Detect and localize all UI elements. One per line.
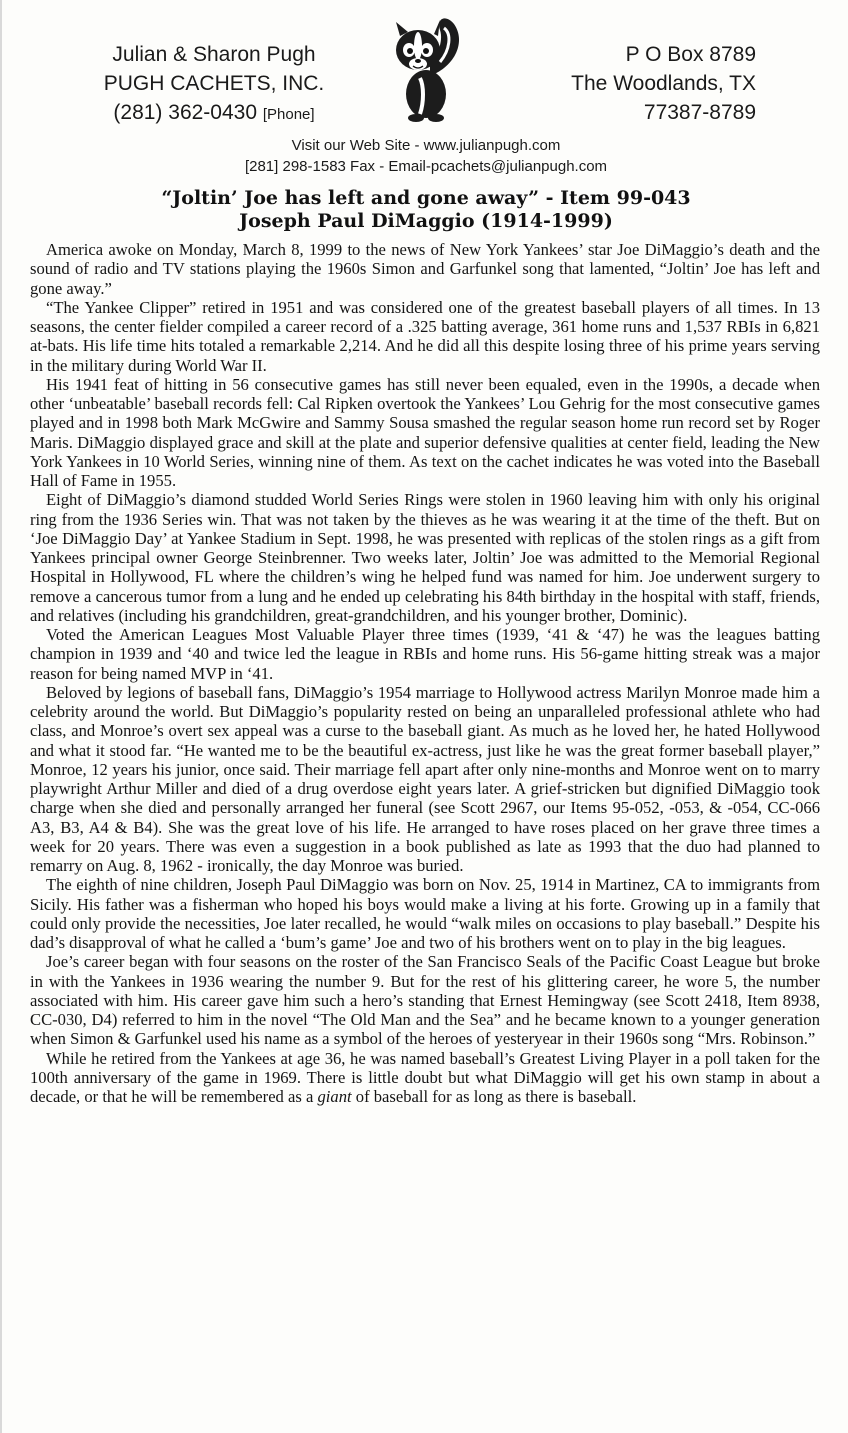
paragraph: Beloved by legions of baseball fans, DiMaggio’s 1954 marriage to Hollywood actress Marilyn Monroe made him a celebrity around the world. But DiMaggio’s popularity rested on being an unparalleled professional athlete who had class, and Monroe’s overt sex appeal was a curse to the baseball giant. As much as he loved her, he hated Hollywood and what it stood far. “He wanted me to be the beautiful ex-actress, just like he was the great former baseball player,” Monroe, 12 years his junior, once said. Their marriage fell apart after only nine-months and Monroe went on to marry playwright Arthur Miller and died of a drug overdose eight years later. A grief-stricken but dignified DiMaggio took charge when she died and personally arranged her funeral (see Scott 2967, our Items 95-052, -053, & -054, CC-066 A3, B3, A4 & B4). She was the great love of his life. He arranged to have roses placed on her grave three times a week for 20 years. There was even a suggestion in a book published as late as 1993 that the duo had planned to remarry on Aug. 8, 1962 - ironically, the day Monroe was buried. <box>30 682 820 875</box>
item-title: “Joltin’ Joe has left and gone away” - Item 99-043 <box>161 187 691 209</box>
phone-tag: [Phone] <box>262 106 315 123</box>
article-body <box>30 240 820 1106</box>
po-box: P O Box 8789 <box>625 43 756 66</box>
phone-line <box>64 98 364 129</box>
paragraph: The eighth of nine children, Joseph Paul DiMaggio was born on Nov. 25, 1914 in Martinez, CA to immigrants from Sicily. His father was a fisherman who hoped his boys would make a living at his forte. Growing up in a family that could only provide the necessities, Joe later recalled, he would “walk miles on occasions to play baseball.” Despite his dad’s disapproval of what he called a ‘bum’s game’ Joe and two of his brothers went on to play in the big leagues. <box>30 875 820 952</box>
paragraph-final <box>30 1049 820 1107</box>
paragraph: Voted the American Leagues Most Valuable Player three times (1939, ‘41 & ‘47) he was the leagues batting champion in 1939 and ‘40 and twice led the league in RBIs and home runs. His 56-game hitting streak was a major reason for being named MVP in ‘41. <box>30 625 820 683</box>
website-line: Visit our Web Site - www.julianpugh.com <box>291 137 561 154</box>
paragraph: His 1941 feat of hitting in 56 consecutive games has still never been equaled, even in the 1990s, a decade when other ‘unbeatable’ baseball records fell: Cal Ripken overtook the Yankees’ Lou Gehrig for the most consecutive games played and in 1998 both Mark McGwire and Sammy Sousa smashed the regular season home run record set by Roger Maris. DiMaggio displayed grace and skill at the plate and superior defensive qualities at center field, leading the New York Yankees in 10 World Series, winning nine of them. As text on the cachet indicates he was voted into the Baseball Hall of Fame in 1955. <box>30 374 820 490</box>
sender-name: Julian & Sharon Pugh <box>112 43 316 66</box>
skunk-cartoon-icon <box>386 6 470 126</box>
paragraph: “The Yankee Clipper” retired in 1951 and was considered one of the greatest baseball players of all times. In 13 seasons, the center fielder compiled a career record of a .325 batting average, 361 home runs and 1,537 RBIs in 6,821 at-bats. His life time hits totaled a remarkable 2,214. And he did all this despite losing three of his prime years serving in the military during World War II. <box>30 297 820 375</box>
text-run: While he retired from the Yankees at age 36, he was named baseball’s Greatest Living Player in a poll taken for the 100th anniversary of the game in 1969. There is little doubt but what DiMaggio will get his own stamp in about a decade, or that he will be remembered as a <box>30 1048 820 1106</box>
italic-word: giant <box>317 1087 352 1106</box>
fax-email-line: [281] 298-1583 Fax - Email-pcachets@julianpugh.com <box>244 158 608 175</box>
mailing-address-block <box>496 40 756 127</box>
paragraph: America awoke on Monday, March 8, 1999 to the news of New York Yankees’ star Joe DiMaggio’s death and the sound of radio and TV stations playing the 1960s Simon and Garfunkel song that lamented, “Joltin’ Joe has left and gone away.” <box>30 240 820 298</box>
city-state: The Woodlands, TX <box>571 72 756 95</box>
item-subtitle: Joseph Paul DiMaggio (1914-1999) <box>239 210 613 232</box>
zip-code: 77387-8789 <box>643 101 756 124</box>
text-run: of baseball for as long as there is baseball. <box>351 1087 637 1106</box>
sender-address-block <box>64 40 364 129</box>
paragraph: Eight of DiMaggio’s diamond studded World Series Rings were stolen in 1960 leaving him with only his original ring from the 1936 Series win. That was not taken by the thieves as he was wearing it at the time of the theft. But on ‘Joe DiMaggio Day’ at Yankee Stadium in Sept. 1998, he was presented with replicas of the stolen rings as a gift from Yankees principal owner George Steinbrenner. Two weeks later, Joltin’ Joe was admitted to the Memorial Regional Hospital in Hollywood, FL where the children’s wing he helped fund was named for him. Joe underwent surgery to remove a cancerous tumor from a lung and he ended up celebrating his 84th birthday in the hospital with staff, friends, and relatives (including his grandchildren, great-grandchildren, and his younger brother, Dominic). <box>30 490 820 625</box>
paragraph: Joe’s career began with four seasons on the roster of the San Francisco Seals of the Pacific Coast League but broke in with the Yankees in 1936 wearing the number 9. But for the rest of his glittering career, he wore 5, the number associated with him. His career gave him such a hero’s standing that Ernest Hemingway (see Scott 2418, Item 8938, CC-030, D4) referred to him in the novel “The Old Man and the Sea” and he became known to a younger generation when Simon & Garfunkel used his name as a symbol of the heroes of yesteryear in their 1960s song “Mrs. Robinson.” <box>30 952 820 1049</box>
company-name: PUGH CACHETS, INC. <box>103 72 325 95</box>
phone-number: (281) 362-0430 <box>113 101 258 124</box>
